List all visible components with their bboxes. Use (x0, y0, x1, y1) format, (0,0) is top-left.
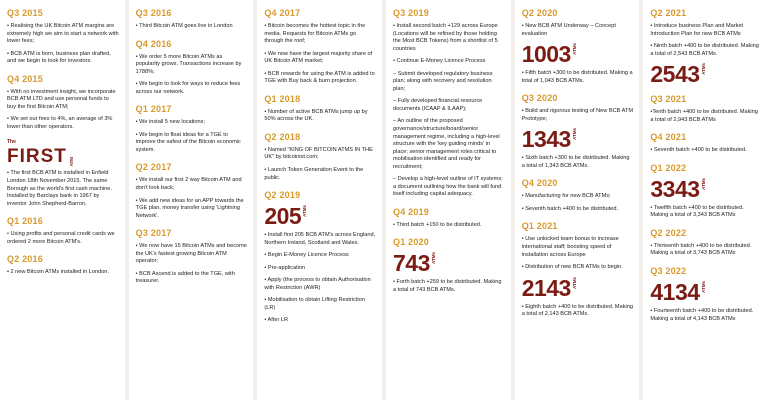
milestone-text: – Fully developed financial resource documents (ICAAP & ILAAP); (393, 98, 483, 112)
milestone-text: • Eighth batch +400 to be distributed. Making a total of 2,143 BCB ATMs. (521, 303, 633, 318)
quarter-block (136, 104, 248, 154)
quarter-block (393, 207, 505, 230)
atm-count-number: 3343 (650, 175, 700, 202)
quarter-label: Q3 2021 (650, 94, 687, 105)
milestone-text: • Seventh batch +400 to be distributed. (650, 147, 747, 154)
atm-count-number: 1003 (521, 41, 571, 68)
quarter-label: Q1 2018 (264, 93, 301, 104)
quarter-block (136, 8, 248, 31)
milestone-text: • We begin to float ideas for a TGE to improve the safest of the Bitcoin economic system. (135, 131, 241, 153)
milestone-text: – An outline of the proposed governance/structure/board/senior management regime, including a high-level structure with the 'key guiding minds' in place; senior management roles critical to mobilisation identified and ready for recruitment; (393, 118, 500, 170)
milestone-text: • Install second batch +129 across Europe (Locations will be refined by those holding the Most BCB Tokens) from a shortlist of 5 countries (393, 23, 498, 52)
milestone-text: – Develop a high-level outline of IT systems; a document outlining how the bank will fund itself including capital adequacy. (393, 176, 503, 198)
milestone-text: • Realising the UK Bitcoin ATM margins are extremely high we aim to start a network with lower fees; (7, 23, 119, 45)
milestone-text: •Tenth batch +400 to be distributed. Making a total of 2,943 BCB ATMs (650, 109, 758, 123)
quarter-block (264, 132, 376, 182)
quarter-block (650, 163, 762, 220)
milestone-text: • 2 new Bitcoin ATMs installed in London. (7, 269, 109, 276)
quarter-label: Q3 2022 (650, 266, 687, 277)
atm-count-number: 743 (393, 250, 430, 277)
atm-count-unit: ATMs (571, 128, 577, 141)
milestone-text: • Forth batch +259 to be distributed. Making a total of 743 BCB ATMs. (393, 279, 502, 294)
quarter-label: Q3 2015 (7, 8, 43, 18)
quarter-block (650, 228, 762, 258)
quarter-label: Q3 2017 (135, 228, 172, 239)
milestone-text: • Sixth batch +300 to be distributed. Making a total of 1,343 BCB ATMs. (521, 155, 630, 169)
milestone-text: • We now have 15 Bitcoin ATMs and become the UK's fastest growing Bitcoin ATM operator; (135, 243, 247, 265)
atm-count-unit: ATMs (571, 276, 577, 289)
quarter-label: Q2 2016 (7, 254, 43, 265)
quarter-block (522, 178, 634, 213)
quarter-block (264, 190, 376, 325)
quarter-block (393, 237, 505, 294)
milestone-text: • We install our first 2 way Bitcoin ATM and don't look back; (135, 177, 242, 192)
timeline-column (643, 0, 768, 400)
milestone-text: • Distribution of new BCB ATMs to begin. (521, 264, 623, 271)
quarter-label: Q1 2016 (7, 216, 43, 227)
milestone-text: • Apply (the process to obtain Authorisation with Restriction (AWR) (264, 277, 371, 291)
quarter-label: Q1 2021 (521, 221, 558, 232)
atm-count (650, 63, 762, 86)
quarter-label: Q2 2021 (650, 8, 687, 18)
atm-count (521, 274, 634, 301)
atm-count-number: 2143 (521, 274, 571, 301)
atm-count-number: 2543 (650, 61, 700, 88)
quarter-block (264, 8, 376, 86)
milestone-text: – Submit developed regulatory business plan; along with recovery and resolution plan; (393, 70, 493, 92)
milestone-text: • Fifth batch +300 to be distributed. Making a total of 1,043 BCB ATMs. (521, 70, 633, 84)
atm-count (522, 43, 634, 66)
milestone-text: • Use unlocked team bonus to increase international staff; boosting speed of installation across Europe (521, 236, 619, 258)
quarter-block (136, 228, 248, 286)
milestone-text: • We add new ideas for an APP towards the TGE plan, money transfer using 'Lightning Network'. (135, 197, 244, 219)
atm-count (264, 205, 376, 228)
quarter-label: Q2 2018 (264, 131, 301, 142)
quarter-label: Q3 2020 (521, 93, 558, 104)
milestone-text: • Continue E-Money Licence Process (393, 58, 486, 65)
milestone-text: • Twelfth batch +400 to be distributed. Making a total of 3,343 BCB ATMs (650, 204, 744, 219)
atm-count-number: 205 (264, 203, 302, 230)
milestone-text: • Bitcoin becomes the hottest topic in the media. Requests for Bitcoin ATMs go through the roof; (264, 23, 366, 45)
milestone-text: • We set our fees to 4%, an average of 3% lower than other operators. (7, 116, 113, 130)
timeline-column (257, 0, 382, 400)
quarter-label: Q4 2021 (650, 132, 687, 143)
milestone-text: • We install 5 new locations; (135, 119, 205, 126)
quarter-label: Q2 2019 (264, 190, 301, 201)
atm-count (650, 281, 762, 304)
atm-count (650, 175, 762, 202)
atm-count (393, 252, 505, 275)
first-prefix: The (7, 139, 16, 146)
milestone-text: • Ninth batch +400 to be distributed. Making a total of 2,543 BCB ATMs. (650, 43, 759, 57)
milestone-text: • We order 5 more Bitcoin ATMs as popularity grows. Transactions increase by 1788%; (135, 53, 242, 75)
quarter-label: Q4 2019 (393, 206, 429, 217)
timeline-column (515, 0, 640, 400)
timeline-column (129, 0, 254, 400)
quarter-block (522, 93, 634, 170)
milestone-text: • Third batch +150 to be distributed. (393, 221, 482, 228)
milestone-text: • BCB Ascend is added to the TGE, with treasurer. (135, 270, 235, 285)
milestone-text: • Third Bitcoin ATM goes live in London (135, 23, 233, 29)
quarter-block (650, 94, 762, 124)
quarter-block (650, 266, 762, 323)
timeline-column (386, 0, 511, 400)
atm-count (522, 128, 634, 151)
quarter-block (650, 8, 762, 86)
quarter-label: Q4 2017 (264, 8, 301, 18)
atm-count-unit: ATMs (571, 43, 577, 56)
quarter-block (264, 94, 376, 124)
quarter-block (7, 74, 119, 132)
quarter-block (7, 216, 119, 246)
quarter-label: Q2 2020 (521, 8, 558, 18)
milestone-text: • Install first 205 BCB ATM's across England, Northern Ireland, Scotland and Wales. (264, 232, 376, 246)
milestone-text: • Thirteenth batch +400 to be distributed. Making a total of 3,743 BCB ATMs (650, 242, 752, 257)
atm-count-unit: ATMs (700, 63, 706, 76)
quarter-label: Q1 2022 (650, 162, 687, 173)
milestone-text: • The first BCB ATM is installed in Enfield London 18th November 2015. The same Borough as the world's first cash machine. Installed by Barclays bank in 1967 by inventor John Shepherd-Barron. (7, 170, 112, 207)
first-atm-marker (7, 139, 119, 170)
milestone-text: • With no investment insight, we incorporate BCB ATM LTD and use personal funds to buy the first Bitcoin ATM; (7, 88, 116, 110)
quarter-block (650, 132, 762, 155)
quarter-block (522, 8, 634, 85)
milestone-text: • After LR (264, 317, 289, 324)
quarter-block (522, 221, 634, 318)
milestone-text: • BCB ATM is born, business plan drafted, and we begin to look for investors. (7, 50, 111, 65)
quarter-block (136, 39, 248, 97)
first-word: FIRST (7, 146, 67, 168)
atm-count-unit: ATMs (430, 252, 436, 265)
milestone-text: • Launch Token Generation Event to the public. (264, 167, 364, 181)
milestone-text: • Seventh batch +400 to be distributed. (521, 205, 619, 212)
quarter-label: Q3 2016 (135, 8, 172, 18)
milestone-text: • Begin E-Money Licence Process (264, 252, 349, 259)
first-heading (7, 147, 119, 166)
quarter-label: Q1 2020 (393, 237, 429, 248)
timeline-column (0, 0, 125, 400)
quarter-block (7, 254, 119, 277)
quarter-label: Q2 2022 (650, 227, 687, 238)
milestone-text: • Named "KING OF BITCOIN ATMS IN THE UK" by bitcoinist.com; (264, 146, 373, 161)
first-sup: ATM (68, 157, 74, 167)
milestone-text: • Number of active BCB ATMs jump up by 50% across the UK. (264, 108, 368, 123)
quarter-label: Q2 2017 (135, 162, 172, 173)
quarter-label: Q1 2017 (135, 104, 172, 115)
milestone-text: • We begin to look for ways to reduce fees across our network. (135, 81, 241, 95)
quarter-block (7, 8, 119, 66)
milestone-text: • Manufacturing for new BCB ATMs; (521, 193, 611, 200)
quarter-block (393, 8, 505, 199)
milestone-text: • Pre-application (264, 264, 306, 271)
quarter-label: Q4 2016 (135, 38, 172, 49)
atm-count-number: 1343 (521, 126, 571, 153)
quarter-label: Q4 2020 (521, 178, 558, 189)
milestone-text: • Build and rigorous testing of New BCB ATM Prototype; (521, 108, 633, 122)
milestone-text: • BCB rewards for using the ATM is added to TGE with Buy back & burn projection. (264, 70, 375, 85)
quarter-block (136, 162, 248, 220)
atm-count-number: 4134 (650, 279, 700, 306)
atm-count-unit: ATMs (700, 281, 706, 293)
quarter-label: Q3 2019 (393, 8, 429, 18)
milestone-text: • Mobilisation to obtain Lifting Restriction (LR) (264, 297, 365, 311)
quarter-block (7, 139, 119, 208)
milestone-text: • Using profits and personal credit cards we ordered 2 more Bitcoin ATM's. (7, 231, 115, 245)
atm-count-unit: ATMs (302, 205, 308, 218)
milestone-text: • New BCB ATM Underway – Concept evaluation (521, 23, 616, 37)
quarter-label: Q4 2015 (7, 73, 43, 84)
milestone-text: • Fourteenth batch +400 to be distributed. Making a total of 4,143 BCB ATMs (650, 308, 754, 322)
milestone-text: • Introduce business Plan and Market Introduction Plan for new BCB ATMs (650, 23, 744, 37)
atm-count-unit: ATMs (700, 177, 706, 190)
milestone-text: • We now have the largest majority share of UK Bitcoin ATM market; (264, 50, 373, 65)
